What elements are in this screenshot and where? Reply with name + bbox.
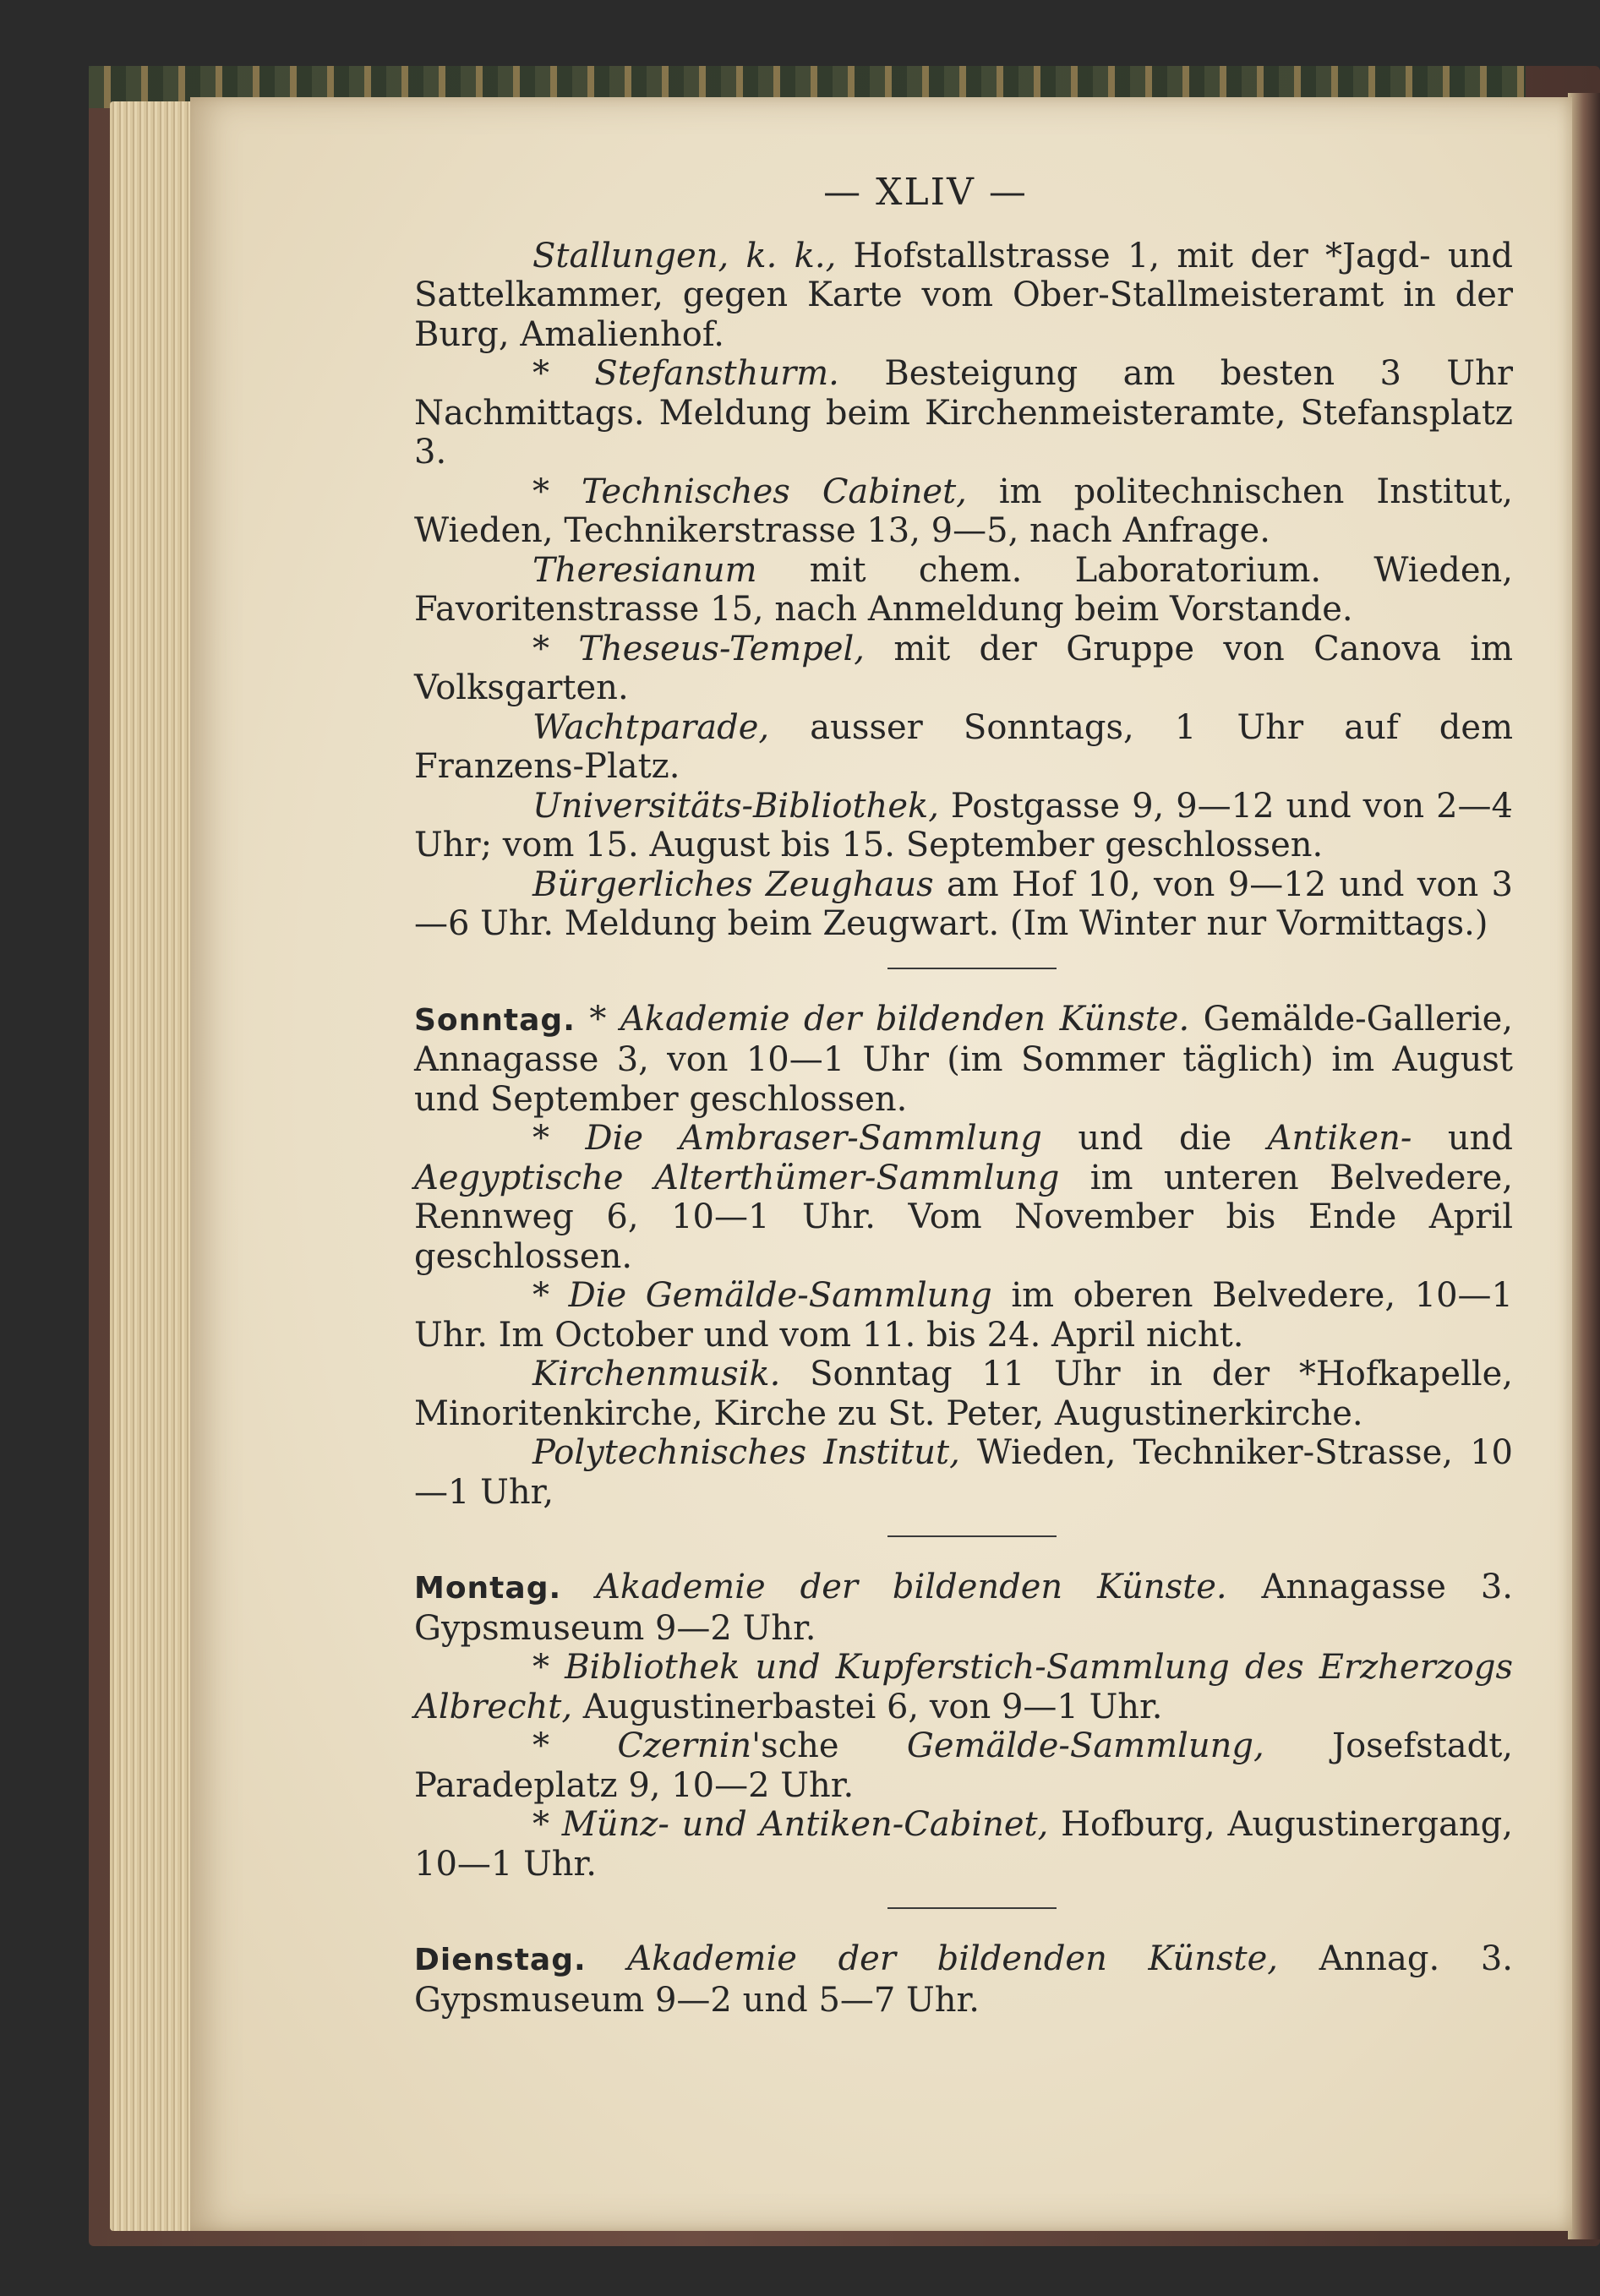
entry-theseus-tempel: * Theseus-Tempel, mit der Gruppe von Canova im Volksgarten. (414, 629, 1513, 707)
cover-edge-right (1568, 93, 1600, 2239)
day-heading-dienstag: Dienstag. (414, 1943, 587, 1977)
entry-dienstag-akademie: Dienstag. Akademie der bildenden Künste, Annag. 3. Gypsmuseum 9—2 und 5—7 Uhr. (414, 1939, 1514, 2020)
entry-muenz-cabinet: * Münz- und Antiken-Cabinet, Hofburg, Augustinergang, 10—1 Uhr. (414, 1805, 1513, 1884)
entry-zeughaus: Bürgerliches Zeughaus am Hof 10, von 9—12 und von 3—6 Uhr. Meldung beim Zeugwart. (Im Winter nur Vormittags.) (414, 864, 1513, 943)
entry-montag-akademie: Montag. Akademie der bildenden Künste. Annagasse 3. Gypsmuseum 9—2 Uhr. (414, 1568, 1513, 1648)
section-divider (887, 968, 1057, 969)
day-heading-montag: Montag. (414, 1571, 562, 1606)
page-text (414, 173, 1513, 2020)
entry-theresianum: Theresianum mit chem. Laboratorium. Wieden, Favoritenstrasse 15, nach Anmeldung beim Vorstande. (414, 550, 1513, 629)
entry-stallungen: Stallungen, k. k., Hofstallstrasse 1, mit der *Jagd- und Sattelkammer, gegen Karte vom Ober-Stallmeisteramt in der Burg, Amalienhof. (414, 236, 1513, 354)
entry-czernin: * Czernin'sche Gemälde-Sammlung, Josefstadt, Paradeplatz 9, 10—2 Uhr. (414, 1726, 1514, 1805)
entry-kirchenmusik: Kirchenmusik. Sonntag 11 Uhr in der *Hofkapelle, Minoritenkirche, Kirche zu St. Peter, Augustinerkirche. (414, 1355, 1513, 1433)
entry-stefansthurm: * Stefansthurm. Besteigung am besten 3 Uhr Nachmittags. Meldung beim Kirchenmeisteramte, Stefansplatz 3. (414, 354, 1514, 472)
entry-gemaelde-sammlung: * Die Gemälde-Sammlung im oberen Belvedere, 10—1 Uhr. Im October und vom 11. bis 24. April nicht. (414, 1276, 1513, 1355)
entry-wachtparade: Wachtparade, ausser Sonntags, 1 Uhr auf dem Franzens-Platz. (414, 707, 1513, 786)
section-divider (887, 1907, 1057, 1909)
entry-universitaets-bibliothek: Universitäts-Bibliothek, Postgasse 9, 9—12 und von 2—4 Uhr; vom 15. August bis 15. September geschlossen. (414, 786, 1513, 864)
entry-polytechnisches-institut: Polytechnisches Institut, Wieden, Techniker-Strasse, 10—1 Uhr, (414, 1433, 1513, 1512)
entry-sonntag-akademie: Sonntag. * Akademie der bildenden Künste. Gemälde-Gallerie, Annagasse 3, von 10—1 Uhr (im Sommer täglich) im August und September geschlossen. (414, 999, 1514, 1119)
day-heading-sonntag: Sonntag. (414, 1002, 576, 1038)
entry-ambraser-sammlung: * Die Ambraser-Sammlung und die Antiken- und Aegyptische Alterthümer-Sammlung im unteren Belvedere, Rennweg 6, 10—1 Uhr. Vom November bis Ende April geschlossen. (414, 1119, 1513, 1276)
section-divider (887, 1535, 1057, 1537)
entry-technisches-cabinet: * Technisches Cabinet, im politechnischen Institut, Wieden, Technikerstrasse 13, 9—5, nach Anfrage. (414, 472, 1513, 550)
page-header: — XLIV — (823, 171, 1028, 214)
entry-bibliothek-albrecht: * Bibliothek und Kupferstich-Sammlung des Erzherzogs Albrecht, Augustinerbastei 6, von 9—1 Uhr. (414, 1648, 1513, 1726)
